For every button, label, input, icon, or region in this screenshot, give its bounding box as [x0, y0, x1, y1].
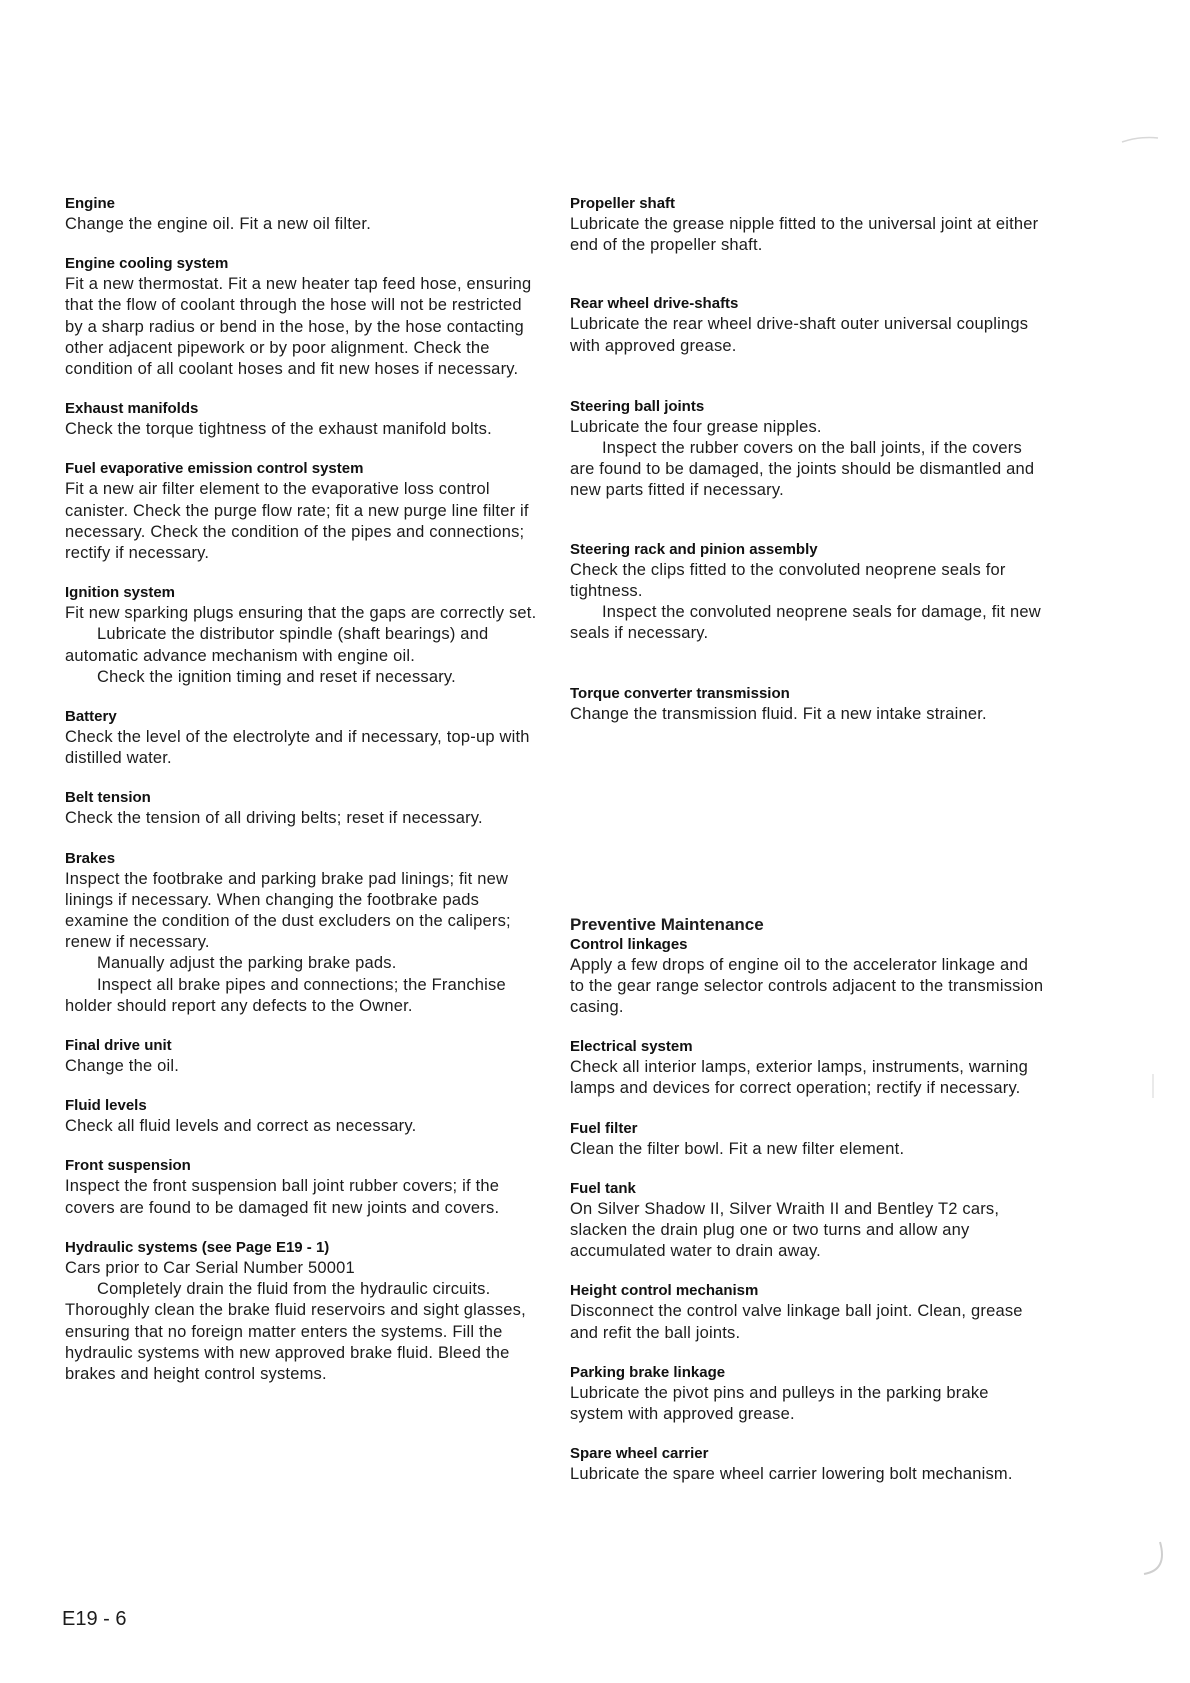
section-title: Engine — [65, 195, 116, 212]
section-text: On Silver Shadow II, Silver Wraith II and Bentley T2 cars, slacken the drain plug one or two turns and allow any accumulated water to drain away. — [570, 1199, 1000, 1261]
section-text: Lubricate the distributor spindle (shaft bearings) and automatic advance mechanism with engine oil. — [65, 625, 489, 665]
section-title: Front suspension — [65, 1157, 191, 1175]
section-text: Inspect the convoluted neoprene seals for damage, fit new seals if necessary. — [570, 603, 1041, 643]
section-fuel-tank — [570, 1179, 1045, 1263]
section-ignition — [65, 583, 540, 688]
page-number: E19 - 6 — [62, 1608, 127, 1630]
scan-mark — [1148, 1072, 1158, 1102]
section-text: Clean the filter bowl. Fit a new filter element. — [570, 1139, 905, 1158]
section-steering-ball-joints — [570, 397, 1045, 502]
scan-mark — [1140, 1540, 1170, 1580]
section-text: Check all fluid levels and correct as necessary. — [65, 1117, 417, 1136]
section-text: Check the torque tightness of the exhaust manifold bolts. — [65, 420, 492, 439]
section-title: Engine cooling system — [65, 255, 229, 273]
section-electrical-system — [570, 1037, 1045, 1099]
section-title: Steering ball joints — [570, 397, 705, 415]
section-title: Fuel evaporative emission control system — [65, 460, 364, 478]
section-engine — [65, 194, 540, 235]
scan-mark — [1120, 130, 1160, 150]
section-final-drive — [65, 1036, 540, 1077]
section-text: Lubricate the spare wheel carrier lowering bolt mechanism. — [570, 1465, 1013, 1484]
section-title: Hydraulic systems (see Page E19 - 1) — [65, 1238, 330, 1256]
section-text: Change the engine oil. Fit a new oil filter. — [65, 215, 371, 233]
section-fuel-filter — [570, 1119, 1045, 1160]
section-title: Belt tension — [65, 789, 151, 807]
section-parking-brake-linkage — [570, 1363, 1045, 1425]
section-steering-rack — [570, 540, 1045, 645]
section-text: Change the oil. — [65, 1057, 179, 1076]
section-text: Inspect the footbrake and parking brake pad linings; fit new linings if necessary. When changing the footbrake pads examine the condition of the dust excluders on the calipers; renew if necessary. — [65, 869, 511, 952]
section-height-control — [570, 1281, 1045, 1343]
section-title: Brakes — [65, 849, 116, 867]
section-title: Ignition system — [65, 584, 176, 602]
section-title: Final drive unit — [65, 1037, 172, 1055]
section-rear-wheel-drive-shafts — [570, 294, 1045, 356]
section-text: Completely drain the fluid from the hydraulic circuits. Thoroughly clean the brake fluid reservoirs and sight glasses, ensuring that no foreign matter enters the systems. Fill the hydraulic systems with new approved brake fluid. Bleed the brakes and height control systems. — [65, 1280, 526, 1383]
section-title: Exhaust manifolds — [65, 400, 199, 418]
section-text: Check the level of the electrolyte and if necessary, top-up with distilled water. — [65, 728, 530, 768]
section-text: Check the ignition timing and reset if necessary. — [97, 667, 456, 686]
section-text: Apply a few drops of engine oil to the accelerator linkage and to the gear range selector controls adjacent to the transmission casing. — [570, 955, 1044, 1017]
section-title: Parking brake linkage — [570, 1363, 726, 1381]
section-fuel-evaporative — [65, 459, 540, 564]
section-text: Inspect the front suspension ball joint rubber covers; if the covers are found to be damaged fit new joints and covers. — [65, 1177, 500, 1217]
section-text: Cars prior to Car Serial Number 50001 — [65, 1258, 355, 1277]
section-fluid-levels — [65, 1096, 540, 1137]
section-title: Rear wheel drive-shafts — [570, 295, 739, 313]
section-text: Check the clips fitted to the convoluted neoprene seals for tightness. — [570, 560, 1006, 600]
section-title: Spare wheel carrier — [570, 1445, 709, 1463]
section-battery — [65, 707, 540, 769]
section-text: Check all interior lamps, exterior lamps, instruments, warning lamps and devices for correct operation; rectify if necessary. — [570, 1058, 1029, 1098]
section-title: Electrical system — [570, 1038, 693, 1056]
section-brakes — [65, 849, 540, 1017]
section-title: Torque converter transmission — [570, 685, 790, 703]
section-engine-cooling — [65, 254, 540, 380]
section-text: Change the transmission fluid. Fit a new intake strainer. — [570, 705, 987, 724]
section-title: Battery — [65, 708, 117, 726]
section-text: Disconnect the control valve linkage ball joint. Clean, grease and refit the ball joints. — [570, 1302, 1023, 1342]
section-text: Fit a new air filter element to the evaporative loss control canister. Check the purge flow rate; fit a new purge line filter if necessary. Check the condition of the pipes and connections; rectify if necessary. — [65, 480, 529, 563]
section-propeller-shaft — [570, 194, 1045, 256]
section-text: Manually adjust the parking brake pads. — [97, 954, 397, 973]
section-title: Fluid levels — [65, 1097, 147, 1115]
preventive-maintenance-heading: Preventive Maintenance — [570, 914, 764, 934]
section-text: Inspect all brake pipes and connections; the Franchise holder should report any defects to the Owner. — [65, 975, 506, 1015]
section-belt-tension — [65, 788, 540, 829]
section-text: Lubricate the grease nipple fitted to the universal joint at either end of the propeller shaft. — [570, 215, 1039, 255]
section-text: Fit new sparking plugs ensuring that the gaps are correctly set. — [65, 604, 537, 623]
section-title: Control linkages — [570, 935, 688, 953]
section-text: Lubricate the four grease nipples. — [570, 417, 822, 436]
section-exhaust-manifolds — [65, 399, 540, 440]
section-text: Check the tension of all driving belts; reset if necessary. — [65, 809, 483, 828]
section-title: Height control mechanism — [570, 1282, 759, 1300]
section-text: Inspect the rubber covers on the ball joints, if the covers are found to be damaged, the joints should be dismantled and new parts fitted if necessary. — [570, 439, 1035, 500]
left-column — [65, 194, 540, 1404]
section-torque-converter — [570, 684, 1045, 725]
section-text: Lubricate the rear wheel drive-shaft outer universal couplings with approved grease. — [570, 315, 1029, 355]
section-spare-wheel-carrier — [570, 1444, 1045, 1485]
section-front-suspension — [65, 1156, 540, 1218]
section-title: Fuel filter — [570, 1119, 638, 1137]
section-control-linkages — [570, 935, 1045, 1019]
section-text: Lubricate the pivot pins and pulleys in the parking brake system with approved grease. — [570, 1383, 989, 1424]
section-hydraulic-systems — [65, 1238, 540, 1385]
section-text: Fit a new thermostat. Fit a new heater tap feed hose, ensuring that the flow of coolant through the hose will not be restricted by a sharp radius or bend in the hose, by the hose contacting other adjacent pipework or by poor alignment. Check the condition of all coolant hoses and fit new hoses if necessary. — [65, 275, 532, 379]
section-title: Steering rack and pinion assembly — [570, 540, 818, 558]
right-column — [570, 194, 1045, 1504]
section-title: Fuel tank — [570, 1179, 636, 1197]
section-title: Propeller shaft — [570, 195, 676, 212]
